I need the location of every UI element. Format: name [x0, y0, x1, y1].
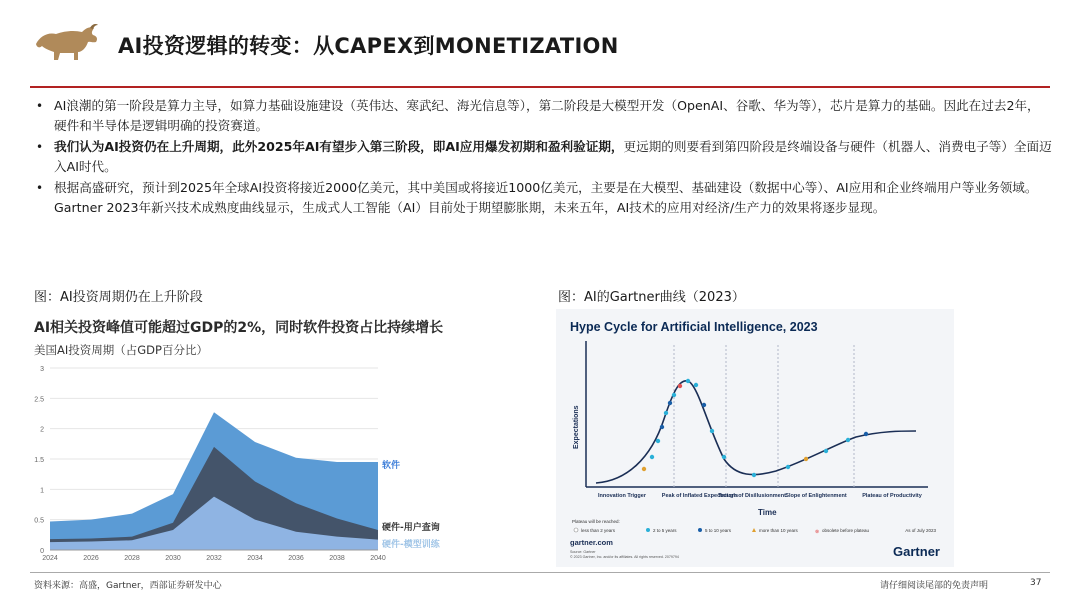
- hype-background: [556, 309, 954, 567]
- phase-label: Plateau of Productivity: [862, 493, 922, 499]
- hype-y-label: Expectations: [573, 405, 580, 449]
- bullet-item: [32, 178, 1052, 218]
- y-tick-label: 3: [40, 366, 44, 373]
- footer-source: 资料来源：高盛，Gartner，西部证券研发中心: [34, 581, 222, 591]
- legend-marker: [698, 528, 702, 532]
- left-figure-caption: 图：AI投资周期仍在上升阶段: [34, 290, 203, 305]
- x-tick-label: 2034: [247, 555, 263, 562]
- y-tick-label: 0: [40, 548, 44, 555]
- tech-marker: [678, 384, 682, 388]
- series-label: 硬件-模型训练: [382, 540, 440, 550]
- gartner-site: gartner.com: [570, 538, 613, 547]
- hype-legend-item: 2 to 5 years: [653, 528, 677, 533]
- y-tick-label: 2: [40, 426, 44, 434]
- title-rule: [30, 86, 1050, 88]
- x-tick-label: 2032: [206, 555, 222, 562]
- x-tick-label: 2030: [165, 555, 181, 562]
- tech-marker: [668, 401, 672, 405]
- tech-marker: [786, 465, 790, 469]
- x-tick-label: 2040: [370, 555, 386, 562]
- chart-title: AI相关投资峰值可能超过GDP的2%，同时软件投资占比持续增长: [34, 320, 444, 336]
- tech-marker: [722, 455, 726, 459]
- bullet-list: [32, 96, 1052, 219]
- legend-marker: [646, 528, 650, 532]
- chart-subtitle: 美国AI投资周期（占GDP百分比）: [34, 343, 208, 357]
- page-number: 37: [1030, 578, 1042, 588]
- gartner-hype-cycle: [556, 309, 954, 567]
- hype-source: Source: Gartner: [570, 550, 596, 554]
- gartner-brand-logo: Gartner: [893, 544, 940, 559]
- bullet-dot-icon: •: [36, 99, 44, 113]
- legend-marker: [574, 528, 578, 532]
- tech-marker: [864, 432, 868, 436]
- ai-investment-area-chart: [28, 358, 458, 568]
- tech-marker: [804, 457, 808, 461]
- tech-marker: [846, 438, 850, 442]
- bullet-item: [32, 96, 1052, 136]
- tech-marker: [660, 425, 664, 429]
- bullet-bold-text: 我们认为AI投资仍在上升周期，此外2025年AI有望步入第三阶段，即AI应用爆发初期和盈利验证期，: [54, 139, 624, 154]
- page-title: AI投资逻辑的转变：从CAPEX到MONETIZATION: [118, 34, 619, 58]
- y-tick-label: 0.5: [34, 517, 44, 525]
- hype-x-label: Time: [758, 508, 777, 517]
- tech-marker: [694, 383, 698, 387]
- bullet-dot-icon: •: [36, 181, 44, 195]
- hype-legend-item: more than 10 years: [759, 528, 798, 533]
- hype-title: Hype Cycle for Artificial Intelligence, 2023: [570, 320, 818, 334]
- series-label: 软件: [382, 461, 401, 471]
- hype-as-of: As of July 2023: [905, 528, 936, 533]
- tech-marker: [824, 449, 828, 453]
- bullet-dot-icon: •: [36, 140, 44, 154]
- x-tick-label: 2038: [329, 555, 345, 562]
- bullet-item: [32, 137, 1052, 177]
- series-label: 硬件-用户查询: [382, 523, 440, 533]
- phase-label: Slope of Enlightenment: [785, 493, 847, 499]
- phase-label: Trough of Disillusionment: [718, 493, 786, 499]
- tech-marker: [650, 455, 654, 459]
- footer-rule: [30, 572, 1050, 573]
- tech-marker: [752, 473, 756, 477]
- x-tick-label: 2028: [124, 555, 140, 562]
- y-tick-label: 1.5: [34, 457, 44, 464]
- hype-copyright: © 2023 Gartner, Inc. and/or its affiliates. All rights reserved. 2079794: [570, 555, 679, 559]
- phase-label: Innovation Trigger: [598, 493, 646, 499]
- footer-disclaimer: 请仔细阅读尾部的免责声明: [880, 581, 989, 591]
- tech-marker: [642, 467, 646, 471]
- bullet-text: 更远期的则要看到第四阶段是终端设备与硬件（机器人、消费电子等）全面迈入AI时代。: [54, 139, 1052, 174]
- x-tick-label: 2024: [42, 555, 58, 562]
- tech-marker: [672, 393, 676, 397]
- hype-legend-item: less than 2 years: [581, 528, 616, 533]
- y-tick-label: 2.5: [34, 396, 44, 404]
- hype-legend-title: Plateau will be reached:: [572, 519, 620, 524]
- tech-marker: [702, 403, 706, 407]
- hype-legend-item: obsolete before plateau: [822, 528, 870, 533]
- phase-label: Peak of Inflated Expectations: [661, 493, 739, 499]
- bull-logo-icon: [34, 22, 100, 62]
- right-figure-caption: 图：AI的Gartner曲线（2023）: [558, 290, 745, 305]
- tech-marker: [656, 439, 660, 443]
- bullet-text: AI浪潮的第一阶段是算力主导，如算力基础设施建设（英伟达、寒武纪、海光信息等），第二阶段是大模型开发（OpenAI、谷歌、华为等），芯片是算力的基础。因此在过去2年，硬件和半导体是逻辑明确的投资赛道。: [54, 98, 1040, 133]
- y-tick-label: 1: [40, 487, 44, 495]
- x-tick-label: 2026: [83, 555, 99, 562]
- tech-marker: [686, 379, 690, 383]
- tech-marker: [664, 411, 668, 415]
- hype-legend-item: 5 to 10 years: [705, 528, 732, 533]
- bullet-text: 根据高盛研究，预计到2025年全球AI投资将接近2000亿美元，其中美国或将接近1000亿美元，主要是在大模型、基础建设（数据中心等）、AI应用和企业终端用户等业务领域。Gartner 2023年新兴技术成熟度曲线显示，生成式人工智能（AI）目前处于期望膨胀期，未来五年，AI技术的应用对经济/生产力的效果将逐步显现。: [54, 180, 1038, 215]
- tech-marker: [710, 429, 714, 433]
- legend-marker: ⊗: [815, 529, 820, 535]
- x-tick-label: 2036: [288, 555, 304, 562]
